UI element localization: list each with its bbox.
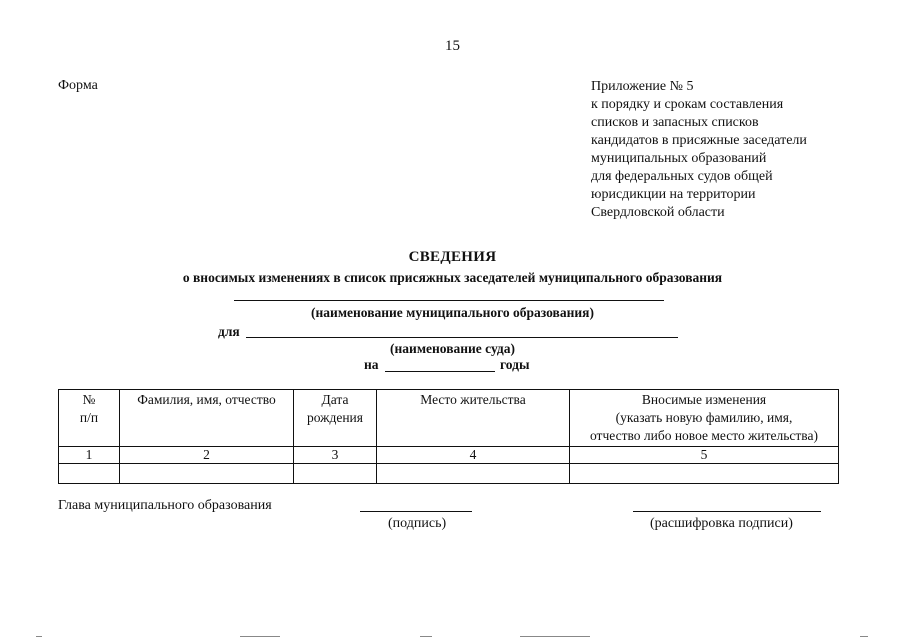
header-residence: Место жительства bbox=[377, 390, 570, 447]
table-cell bbox=[570, 464, 839, 484]
appendix-note bbox=[591, 78, 807, 222]
signature-caption: (подпись) bbox=[388, 516, 447, 531]
header-changes: Вносимые изменения (указать новую фамилию, имя, отчество либо новое место жительства) bbox=[570, 390, 839, 447]
table-cell: 2 bbox=[120, 447, 294, 464]
table-cell bbox=[294, 464, 377, 484]
table-header-row bbox=[59, 390, 839, 447]
head-of-municipality-label: Глава муниципального образования bbox=[58, 498, 272, 513]
table-row bbox=[59, 464, 839, 484]
document-subtitle: о вносимых изменениях в список присяжных заседателей муниципального образования bbox=[182, 270, 723, 285]
table-cell bbox=[377, 464, 570, 484]
years-label: годы bbox=[500, 357, 530, 372]
changes-table bbox=[58, 389, 839, 484]
appendix-line: кандидатов в присяжные заседатели bbox=[591, 133, 807, 148]
table-cell: 1 bbox=[59, 447, 120, 464]
form-label: Форма bbox=[58, 78, 98, 93]
appendix-line: Приложение № 5 bbox=[591, 79, 694, 94]
municipality-name-caption: (наименование муниципального образования) bbox=[311, 305, 594, 320]
on-label: на bbox=[364, 357, 379, 372]
appendix-line: к порядку и срокам составления bbox=[591, 97, 784, 112]
page-number: 15 bbox=[445, 38, 460, 54]
appendix-line: муниципальных образований bbox=[591, 151, 767, 166]
scan-artifact bbox=[420, 636, 432, 637]
signature-line bbox=[360, 511, 472, 512]
scan-artifact bbox=[520, 636, 590, 637]
scan-artifact bbox=[36, 636, 42, 637]
table-number-row bbox=[59, 447, 839, 464]
appendix-line: для федеральных судов общей bbox=[591, 169, 773, 184]
court-name-caption: (наименование суда) bbox=[390, 341, 515, 356]
table-cell bbox=[120, 464, 294, 484]
table-cell: 3 bbox=[294, 447, 377, 464]
document-title: СВЕДЕНИЯ bbox=[408, 249, 497, 265]
signature-decoding-caption: (расшифровка подписи) bbox=[650, 516, 793, 531]
appendix-line: списков и запасных списков bbox=[591, 115, 759, 130]
signature-decoding-line bbox=[633, 511, 821, 512]
header-full-name: Фамилия, имя, отчество bbox=[120, 390, 294, 447]
scan-artifact bbox=[860, 636, 868, 637]
header-number: № п/п bbox=[59, 390, 120, 447]
table-cell bbox=[59, 464, 120, 484]
header-birth-date: Дата рождения bbox=[294, 390, 377, 447]
appendix-line: юрисдикции на территории bbox=[591, 187, 756, 202]
appendix-line: Свердловской области bbox=[591, 205, 725, 220]
table-cell: 4 bbox=[377, 447, 570, 464]
scan-artifact bbox=[240, 636, 280, 637]
municipality-name-line bbox=[234, 300, 664, 301]
for-label: для bbox=[218, 324, 240, 339]
court-name-line bbox=[246, 337, 678, 338]
years-line bbox=[385, 371, 495, 372]
table-cell: 5 bbox=[570, 447, 839, 464]
